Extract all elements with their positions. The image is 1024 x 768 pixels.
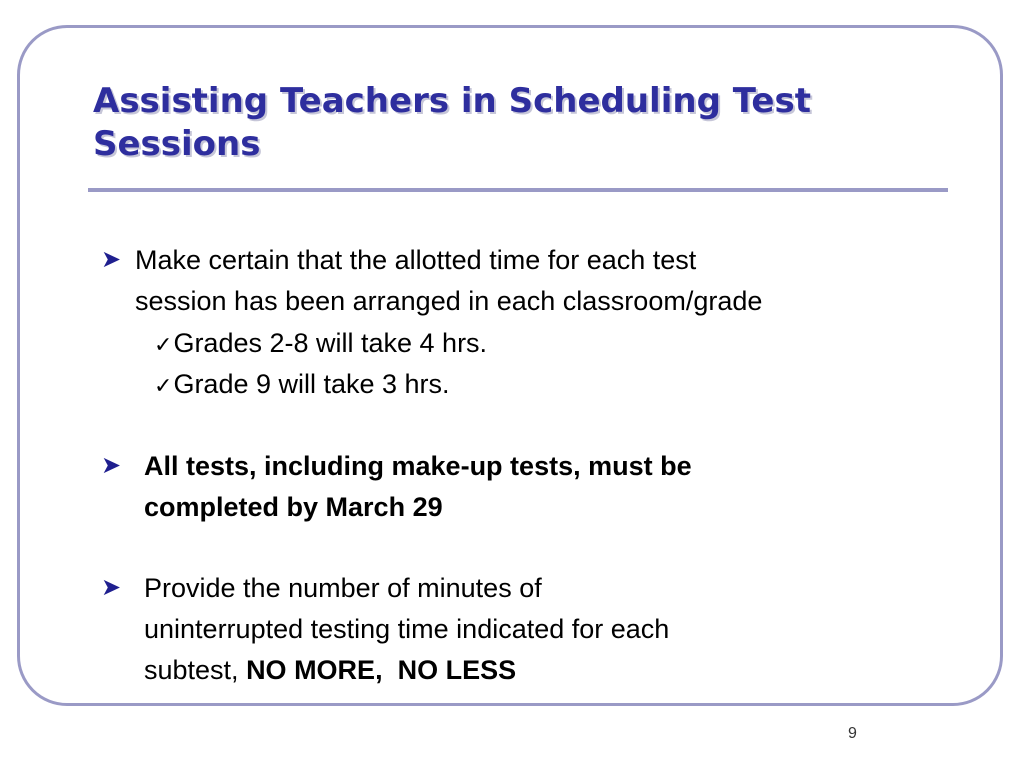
checkmark-icon: ✓ xyxy=(154,333,173,358)
sub-bullet-text: Grade 9 will take 3 hrs. xyxy=(173,369,450,399)
title-divider xyxy=(88,188,948,192)
sub-bullet-item xyxy=(154,368,450,403)
bullet-text-line: Provide the number of minutes of xyxy=(144,573,542,603)
bullet-text-line: session has been arranged in each classroom/grade xyxy=(135,286,763,316)
bullet-text-line: Make certain that the allotted time for each test xyxy=(135,245,697,275)
slide-title: Assisting Teachers in Scheduling Test Sessions xyxy=(93,81,811,164)
sub-bullet-item xyxy=(154,327,487,362)
bullet-text-line xyxy=(144,654,516,686)
arrow-bullet-icon: ➤ xyxy=(101,246,122,273)
page-number: 9 xyxy=(848,725,857,742)
sub-bullet-text: Grades 2-8 will take 4 hrs. xyxy=(173,328,488,358)
arrow-bullet-icon: ➤ xyxy=(101,452,122,479)
bullet-text-line: completed by March 29 xyxy=(144,492,443,522)
checkmark-icon: ✓ xyxy=(154,374,173,399)
emphasis-text: NO MORE, NO LESS xyxy=(246,655,517,685)
bullet-text-line: uninterrupted testing time indicated for each xyxy=(144,614,670,644)
arrow-bullet-icon: ➤ xyxy=(101,574,122,601)
bullet-text: subtest, xyxy=(144,655,247,685)
bullet-text-line: All tests, including make-up tests, must be xyxy=(144,451,692,481)
